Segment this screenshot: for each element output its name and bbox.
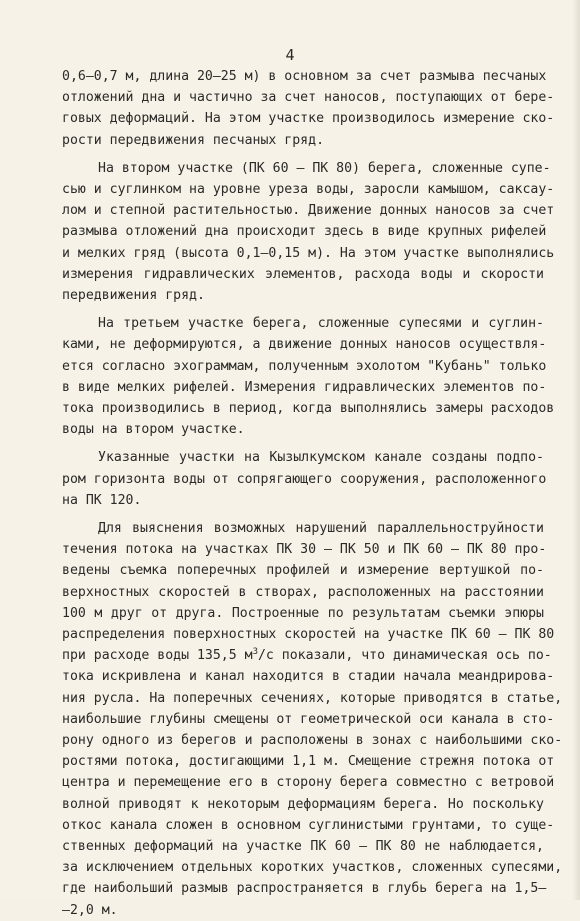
text-line: тока искривлена и канал находится в стадии начала меандрирова- xyxy=(62,669,555,685)
text-line: тока производились в период, когда выполнялись замеры расходов xyxy=(62,401,555,416)
text-line: На третьем участке берега, сложенные супесями и суглин- xyxy=(98,316,544,332)
text-line: волной приводят к некоторым деформациям берега. Но поскольку xyxy=(62,796,544,812)
text-line: На втором участке (ПК 60 – ПК 80) берега, сложенные супе- xyxy=(98,160,551,176)
text-line: рону одного из берегов и расположены в зонах с наибольшими ско- xyxy=(62,733,563,748)
text-line: 0,6–0,7 м, длина 20–25 м) в основном за счет размыва песчаных xyxy=(62,69,547,84)
text-line: размыва отложений дна происходит здесь в виде крупных рифелей xyxy=(62,224,547,240)
text-line: передвижения гряд. xyxy=(62,288,205,303)
discharge-tail: /с показали, что динамическая ось по- xyxy=(257,648,552,664)
cubic-superscript: 3 xyxy=(252,647,258,658)
text-line: верхностных скоростей в створах, расположенных на расстоянии xyxy=(62,584,544,600)
text-line: ками, не деформируются, а движение донных наносов осуществля- xyxy=(62,337,547,353)
text-line: говых деформаций. На этом участке производилось измерение ско- xyxy=(62,111,555,127)
text-line: ется согласно эхограммам, полученным эхолотом "Кубань" только xyxy=(62,358,547,374)
text-line: 100 м друг от друга. Построенные по результатам съемки эпюры xyxy=(62,605,544,621)
text-line: на ПК 120. xyxy=(62,492,142,508)
text-line: Для выяснения возможных нарушений параллельноструйности xyxy=(98,521,544,536)
paper-edge-shadow xyxy=(572,0,580,900)
text-line: центра и перемещение его в сторону берега совместно с ветровой xyxy=(62,775,555,791)
text-line: рости передвижения песчаных гряд. xyxy=(62,132,325,148)
text-line: ственных деформаций на участке ПК 60 – ПК 80 не наблюдается, xyxy=(62,839,544,854)
text-line: Указанные участки на Кызылкумском канале созданы подпо- xyxy=(98,450,544,466)
text-line: за исключением отдельных коротких участков, сложенных супесями, xyxy=(62,860,563,876)
text-line: течения потока на участках ПК 30 – ПК 50 и ПК 60 – ПК 80 про- xyxy=(62,542,547,558)
text-line: откос канала сложен в основном суглинистыми грунтами, то суще- xyxy=(62,817,555,833)
page-number: 4 xyxy=(285,46,295,64)
discharge-text: при расходе воды 135,5 м xyxy=(62,648,253,664)
text-line: распределения поверхностных скоростей на участке ПК 60 – ПК 80 xyxy=(62,627,555,642)
text-line: ростями потока, достигающими 1,1 м. Смещение стрежня потока от xyxy=(62,754,555,770)
text-line: ния русла. На поперечных сечениях, которые приводятся в статье, xyxy=(62,690,563,706)
text-line: воды на втором участке. xyxy=(62,422,245,438)
text-line: сью и суглинком на уровне уреза воды, заросли камышом, саксау- xyxy=(62,182,555,197)
text-line: –2,0 м. xyxy=(62,902,118,918)
text-line: в виде мелких рифелей. Измерения гидравлических элементов по- xyxy=(62,379,547,395)
text-line: измерения гидравлических элементов, расхода воды и скорости xyxy=(62,266,544,282)
text-line: и мелких гряд (высота 0,1–0,15 м). На этом участке выполнялись xyxy=(62,245,555,261)
text-line: лом и степной растительностью. Движение донных наносов за счет xyxy=(62,203,555,219)
text-line: где наибольший размыв распространяется в глубь берега на 1,5– xyxy=(62,881,547,897)
text-line: отложений дна и частично за счет наносов, поступающих от бере- xyxy=(62,90,555,106)
text-line: ром горизонта воды от сопрягающего сооружения, расположенного xyxy=(62,471,547,487)
text-line-discharge xyxy=(62,645,552,666)
text-line: ведены съемка поперечных профилей и измерение вертушкой по- xyxy=(62,563,544,579)
text-line: наибольшие глубины смещены от геометрической оси канала в сто- xyxy=(62,711,555,727)
